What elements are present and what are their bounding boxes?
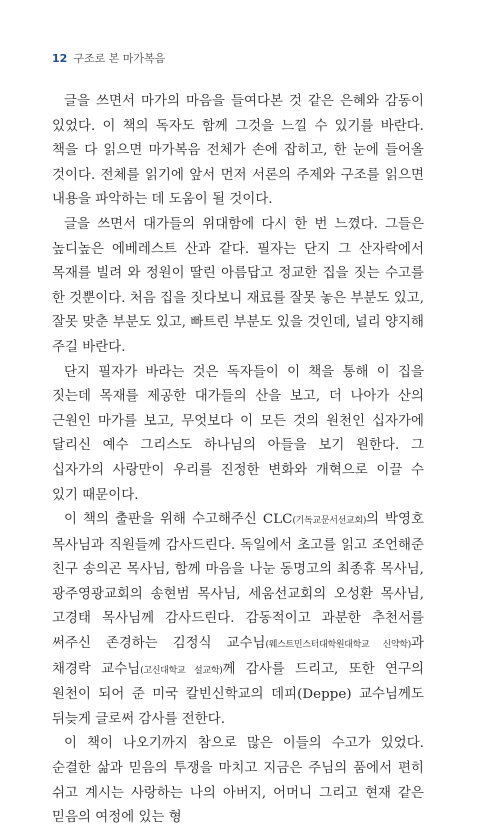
running-header	[52, 50, 165, 66]
page-number: 12	[52, 52, 68, 65]
affiliation-note: (웨스트민스터대학원대학교 신약학)	[265, 640, 411, 651]
name-note: (Deppe)	[297, 687, 352, 703]
acknowledgment-paragraph	[52, 508, 424, 732]
text-run: 과 채경락 교수님	[52, 636, 424, 677]
text-run: 의 박영호 목사님과 직원들께 감사드린다. 독일에서 초고를 읽고 조언해준 친구 송의곤 목사님, 함께 마음을 나눈 동명고의 최종휴 목사님, 광주영광교회의 송현범 목사님, 세움선교회의 오성환 목사님, 고경태 목사님께 감사드린다. 감동적이고 과분한 추천서를 써주신 존경하는 김정식 교수님	[52, 512, 425, 652]
text-run: 교수님께도 뒤늦게 글로써 감사를 전한다.	[52, 687, 424, 727]
paragraph: 글을 쓰면서 마가의 마음을 들여다본 것 같은 은혜와 감동이 있었다. 이 책의 독자도 함께 그것을 느낄 수 있기를 바란다. 책을 다 읽으면 마가복음 전체가 손에 잡히고, 한 눈에 들어올 것이다. 전체를 읽기에 앞서 먼저 서론의 주제와 구조를 읽으면 내용을 파악하는 데 도움이 될 것이다.	[52, 94, 424, 208]
body-text	[52, 90, 424, 831]
paragraph: 이 책이 나오기까지 참으로 많은 이들의 수고가 있었다. 순결한 삶과 믿음의 투쟁을 마치고 지금은 주님의 품에서 편히 쉬고 계시는 사랑하는 나의 아버지, 어머니 그리고 현재 같은 믿음의 여정에 있는 형	[52, 736, 424, 826]
running-title: 구조로 본 마가복음	[73, 52, 166, 65]
publisher-note: (기독교문서선교회)	[292, 516, 367, 527]
paragraph: 글을 쓰면서 대가들의 위대함에 다시 한 번 느꼈다. 그들은 높디높은 에베레스트 산과 같다. 필자는 단지 그 산자락에서 목재를 빌려 와 정원이 딸린 아름답고 정교한 집을 짓는 수고를 한 것뿐이다. 처음 집을 짓다보니 재료를 잘못 놓은 부분도 있고, 잘못 맞춘 부분도 있고, 빠트린 부분도 있을 것인데, 널리 양지해 주길 바란다.	[52, 216, 425, 355]
paragraph: 단지 필자가 바라는 것은 독자들이 이 책을 통해 이 집을 짓는데 목재를 제공한 대가들의 산을 보고, 더 나아가 산의 근원인 마가를 보고, 무엇보다 이 모든 것의 원천인 십자가에 달리신 예수 그리스도 하나님의 아들을 보기 원한다. 그 십자가의 사랑만이 우리를 진정한 변화와 개혁으로 이끌 수 있기 때문이다.	[52, 364, 424, 503]
text-run: 이 책의 출판을 위해 수고해주신 CLC	[64, 512, 293, 528]
text-run: 께 감사를 드리고, 또한 연구의 원천이 되어 준 미국 칼빈신학교의 데피	[52, 661, 424, 703]
affiliation-note: (고신대학교 설교학)	[140, 665, 223, 676]
